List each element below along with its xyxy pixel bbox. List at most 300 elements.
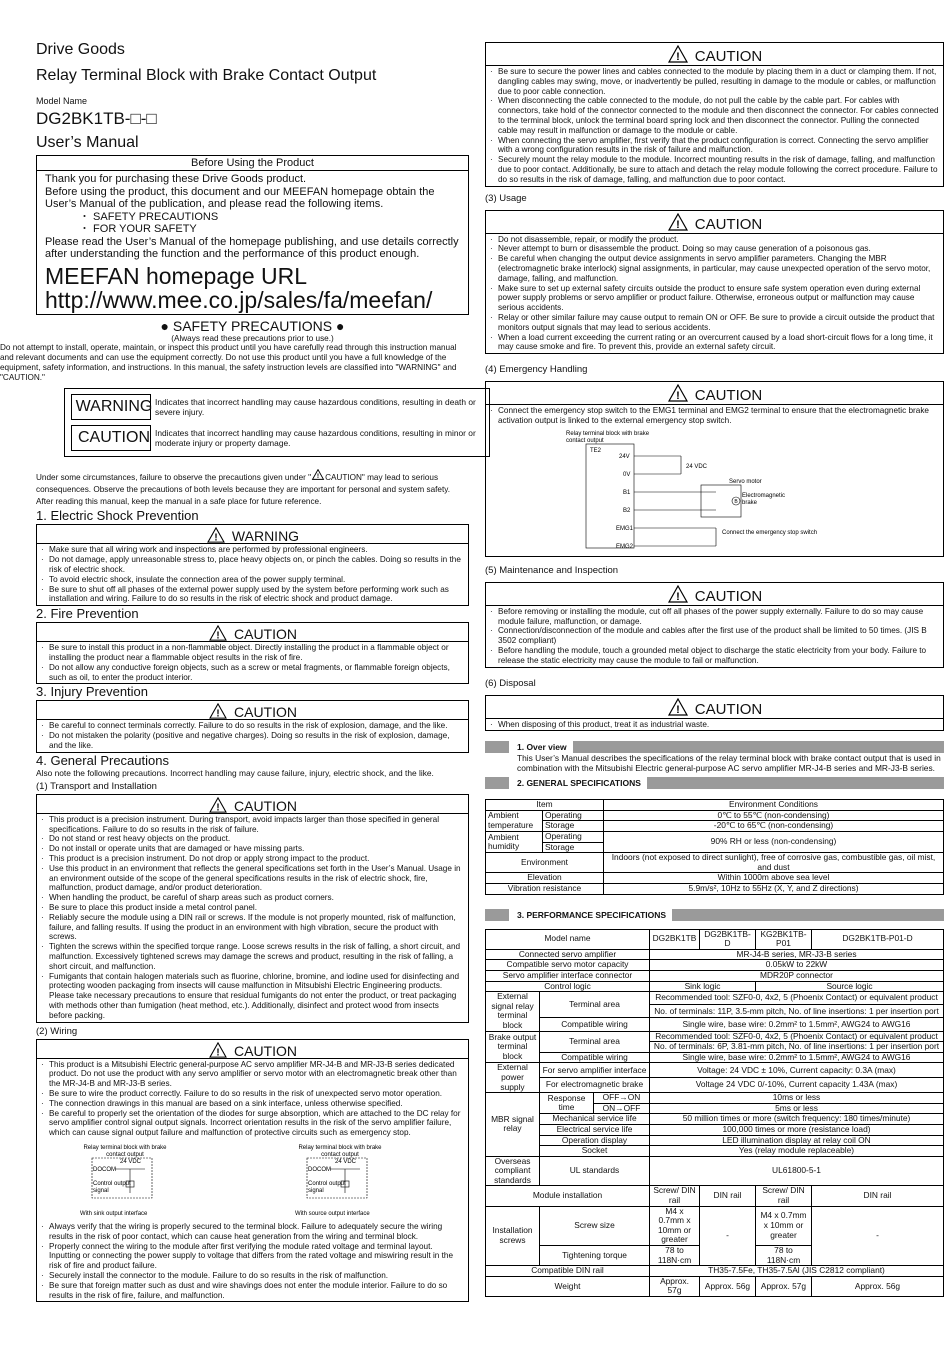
list-item: · Never attempt to burn or disassemble the product. Doing so may cause generation of a poisonous gas. <box>490 244 939 254</box>
svg-text:!: ! <box>675 51 680 63</box>
table-cell: MBR signal relay <box>486 1093 540 1157</box>
list-item: · Be sure to shut off all phases of the external power supply used by the system before performing work such as installation and wiring. Failure to do so results in the risk of electric shock and product damage. <box>41 585 464 605</box>
table-cell: Single wire, base wire: 0.2mm² to 1.5mm², AWG24 to AWG16 <box>650 1052 944 1063</box>
list-item: · Be sure to wire the product correctly. Failure to do so results in the risk of unexpected servo motor operation. <box>41 1089 464 1099</box>
list-item: · To avoid electric shock, insulate the connection area of the power supply terminal. <box>41 575 464 585</box>
table-cell: 90% RH or less (non-condensing) <box>604 832 944 853</box>
homepage-label: MEEFAN homepage URL <box>45 262 308 289</box>
svg-text:!: ! <box>216 630 220 642</box>
diagram-label: Connect the emergency stop switch <box>722 529 818 536</box>
table-cell: Socket <box>540 1146 650 1157</box>
list-item: · Securely mount the relay module to the module. Incorrect mounting results in the risk of damage, falling, and malfunction due to poor contact. Additionally, be sure to attach and detach the relay module following the correct procedure. Failure to do so results in the risk of damage, falling, and malfunction due to poor contact. <box>490 155 939 184</box>
caution-row <box>67 423 487 453</box>
table-cell: Vibration resistance <box>486 884 604 895</box>
performance-heading <box>485 909 944 921</box>
table-cell: 50 million times or more (switch frequency: 180 times/minute) <box>650 1114 944 1125</box>
list-item: · Be careful to properly set the orientation of the diodes for surge absorption, which are attached to the DC relay for servo amplifier control signal output signals. Incorrect orientation results in the risk of the servo amplifier failure, which can cause signal output failure and malfunction of protective circuits such as emergency stop. <box>41 1109 464 1138</box>
section-3-title: 3. Injury Prevention <box>36 684 149 700</box>
diagram-label: DOCOM <box>92 1166 116 1173</box>
list-item: · Connection/disconnection of the module and cables after the first use of the product shall be limited to 50 times. (JIS B 3502 compliant) <box>490 626 939 646</box>
overview-title: 1. Over view <box>517 742 567 753</box>
table-cell: Voltage: 24 VDC ± 10%, Current capacity: 0.3A (max) <box>650 1063 944 1078</box>
diagram-label: signal <box>92 1187 109 1194</box>
svg-text:!: ! <box>216 708 220 720</box>
section-bar <box>485 741 509 753</box>
list-item: · When a load current exceeding the current rating or an overcurrent caused by a load short-circuit flows for a long time, it may cause smoke and fire. To prevent this, provide an external safety circuit. <box>490 333 939 353</box>
table-cell: Sink logic <box>650 981 756 992</box>
diagram-caption: With sink output interface <box>79 1210 148 1217</box>
table-cell: 78 to 118N·cm <box>756 1246 812 1266</box>
table-row <box>486 1266 944 1277</box>
safety-subheading: (Always read these precautions prior to use.) <box>171 333 334 343</box>
warning-triangle-icon <box>667 213 689 231</box>
terminal-label: 24V <box>619 453 630 460</box>
svg-text:!: ! <box>675 218 680 231</box>
table-cell: Installation screws <box>486 1206 540 1266</box>
diagram-label: contact output <box>566 437 604 444</box>
section-4-intro: Also note the following precautions. Incorrect handling may cause failure, injury, electric shock, and the like. <box>36 767 434 778</box>
table-cell: Storage <box>543 842 604 853</box>
table-cell: Compatible DIN rail <box>486 1266 650 1277</box>
table-cell: Operating <box>543 832 604 843</box>
sink-interface-diagram <box>50 1141 240 1219</box>
table-cell: For servo amplifier interface <box>540 1063 650 1078</box>
disposal-title: (6) Disposal <box>485 677 536 689</box>
box-title: CAUTION <box>694 48 763 65</box>
table-row <box>486 1078 944 1093</box>
section-2-list <box>37 642 468 683</box>
table-header: Item <box>486 800 604 811</box>
box-title: CAUTION <box>234 797 297 814</box>
diagram-label: Servo motor <box>729 478 762 485</box>
table-cell: Module installation <box>486 1186 650 1206</box>
usage-list <box>486 234 943 354</box>
warning-triangle-icon <box>208 625 228 641</box>
emergency-caution-box <box>485 381 944 557</box>
table-cell: LED illumination display at relay coil ON <box>650 1135 944 1146</box>
list-item: · Properly connect the wiring to the module after first verifying the module rated voltage and terminal layout. Inputting or connecting the power supply to voltage that differs from the rated voltage and miswiring result in the risk of fire and product failure. <box>41 1242 464 1271</box>
diagram-label: Relay terminal block with brake <box>298 1144 382 1151</box>
disposal-caution-box <box>485 695 944 732</box>
table-row <box>486 1135 944 1146</box>
table-cell: DG2BK1TB-P01-D <box>812 929 944 949</box>
table-cell: Operating <box>543 810 604 821</box>
wiring-list-a <box>37 1059 468 1139</box>
box-title: CAUTION <box>694 700 763 718</box>
table-cell: Recommended tool: SZF0-0, 4x2, 5 (Phoenix Contact) or equivalent product <box>650 1031 944 1042</box>
table-cell: MR-J4-B series, MR-J3-B series <box>650 949 944 960</box>
maintenance-box-head <box>486 583 943 606</box>
table-cell: Overseas compliant standards <box>486 1156 540 1186</box>
before-item2: ・ FOR YOUR SAFETY <box>79 223 197 235</box>
emergency-stop-diagram <box>486 427 943 551</box>
disposal-box-head <box>486 696 943 719</box>
table-cell: - <box>700 1206 756 1266</box>
table-header: Environment Conditions <box>604 800 944 811</box>
table-cell: Within 1000m above sea level <box>604 873 944 884</box>
section-4-title: 4. General Precautions <box>36 752 169 768</box>
warning-row <box>67 392 487 422</box>
table-cell: MDR20P connector <box>650 971 944 982</box>
table-cell: M4 x 0.7mm x 10mm or greater <box>756 1206 812 1245</box>
diagram-label: TE2 <box>590 447 602 454</box>
warning-description: Indicates that incorrect handling may cause hazardous conditions, resulting in death or severe injury. <box>155 397 476 418</box>
table-cell: UL61800-5-1 <box>650 1156 944 1186</box>
list-item: · Before handling the module, touch a grounded metal object to discharge the static electricity from your body. Failure to release the static electricity may cause the module to fail or malfunction. <box>490 646 939 666</box>
section-3-list <box>37 720 468 751</box>
table-cell: Weight <box>486 1276 650 1296</box>
table-cell: Screw/ DIN rail <box>756 1186 812 1206</box>
svg-text:!: ! <box>316 473 320 481</box>
usage-box-head <box>486 211 943 234</box>
box-title: CAUTION <box>694 215 763 233</box>
table-cell: Ambient humidity <box>486 832 543 853</box>
table-cell: 0℃ to 55℃ (non-condensing) <box>604 810 944 821</box>
table-cell: Operation display <box>540 1135 650 1146</box>
table-cell: Elevation <box>486 873 604 884</box>
usage-caution-box <box>485 210 944 355</box>
homepage-url[interactable]: http://www.mee.co.jp/sales/fa/meefan/ <box>45 286 433 313</box>
wiring-caution-box <box>36 1039 469 1303</box>
table-cell: Screw/ DIN rail <box>650 1186 700 1206</box>
list-item: · When disconnecting the cable connected to the module, do not pull the cable by the cable part. For cables with connectors, take hold of the connector connected to the module and then disconnect the connector. For cables connected to the terminal block, unlock the terminal board spring lock and then disconnect the connector. Pulling the connected cable may result in malfunction or damage to the module or cable. <box>490 96 939 135</box>
diagram-label: 24 VDC <box>335 1158 357 1165</box>
table-row <box>486 821 944 832</box>
table-cell: DIN rail <box>812 1186 944 1206</box>
wiring-list-b <box>37 1221 468 1301</box>
list-item: · Be sure to place this product inside a metal control panel. <box>41 903 464 913</box>
table-cell: Environment <box>486 853 604 873</box>
emergency-list <box>486 405 943 427</box>
section-bar <box>573 741 944 753</box>
table-cell: Servo amplifier interface connector <box>486 971 650 982</box>
wiring-cont-caution-box <box>485 42 944 187</box>
caution-description: Indicates that incorrect handling may cause hazardous conditions, resulting in minor or moderate injury or property damage. <box>155 428 476 449</box>
emergency-box-head <box>486 382 943 405</box>
box-title: CAUTION <box>694 387 763 405</box>
transport-list <box>37 814 468 1022</box>
list-item: · Make sure to set up external safety circuits outside the product to ensure safe system operation even during external power supply problems or servo amplifier or product failure. Otherwise, erroneous output or malfunction may cause serious accidents. <box>490 284 939 313</box>
list-item: · Do not damage, apply unreasonable stress to, place heavy objects on, or pinch the cables. Doing so results in the risk of electric shock. <box>41 555 464 575</box>
table-cell: Compatible servo motor capacity <box>486 960 650 971</box>
model-name: DG2BK1TB-□-□ <box>36 109 157 128</box>
table-row <box>486 960 944 971</box>
table-cell: Brake output terminal block <box>486 1031 540 1063</box>
list-item: · Do not stand or rest heavy objects on the product. <box>41 834 464 844</box>
diagram-label: Control output <box>308 1180 346 1187</box>
terminal-label: B1 <box>623 489 631 496</box>
table-cell: Storage <box>543 821 604 832</box>
before-p2: Before using the product, this document and our MEEFAN homepage obtain the User’s Manual of the publication, and please read the following items. <box>45 185 435 210</box>
box-title: CAUTION <box>234 1042 297 1059</box>
table-row <box>486 884 944 895</box>
warning-triangle-icon <box>311 469 325 480</box>
table-cell: - <box>812 1206 944 1266</box>
section-bar <box>672 909 944 921</box>
section-3-caution-box <box>36 700 469 752</box>
table-cell: Model name <box>486 929 650 949</box>
table-row <box>486 1146 944 1157</box>
table-row <box>486 929 944 949</box>
diagram-label: Relay terminal block with brake <box>83 1144 167 1151</box>
table-cell: External signal relay terminal block <box>486 992 540 1031</box>
wiring-box-head <box>37 1040 468 1059</box>
table-cell: DIN rail <box>700 1186 756 1206</box>
warning-triangle-icon <box>206 527 226 543</box>
diagram-label: Electromagnetic <box>742 492 786 499</box>
terminal-label: EMG2 <box>616 543 634 550</box>
overview-heading <box>485 741 944 753</box>
section-1-box-head <box>37 525 468 544</box>
list-item: · Be sure that foreign matter such as dust and wire shavings does not enter the module interior. Failure to do so results in the risk of fire, failure, and malfunction. <box>41 1281 464 1301</box>
table-cell: 78 to 118N·cm <box>650 1246 700 1266</box>
table-cell: DG2BK1TB-D <box>700 929 756 949</box>
svg-text:!: ! <box>214 532 218 544</box>
diagram-label: signal <box>308 1187 324 1194</box>
table-cell: Indoors (not exposed to direct sunlight), free of corrosive gas, combustible gas, oil mist, and dust <box>604 853 944 873</box>
table-cell: Single wire, base wire: 0.2mm² to 1.5mm², AWG24 to AWG16 <box>650 1018 944 1031</box>
table-cell: Mechanical service life <box>540 1114 650 1125</box>
model-label: Model Name <box>36 96 88 106</box>
table-row <box>486 1063 944 1078</box>
emergency-title: (4) Emergency Handling <box>485 364 588 376</box>
table-row <box>486 1052 944 1063</box>
before-item1: ・ SAFETY PRECAUTIONS <box>79 210 219 223</box>
svg-text:!: ! <box>216 1046 220 1058</box>
warning-triangle-icon <box>208 797 228 813</box>
table-cell: Connected servo amplifier <box>486 949 650 960</box>
warning-label: WARNING <box>75 398 153 416</box>
list-item: · Tighten the screws within the specified torque range. Loose screws results in the risk of falling, a short circuit, and malfunction. Excessively tightened screws may damage the screws and product, resulting in the risk of falling, a short circuit, and malfunction. <box>41 942 464 971</box>
table-cell: 0.05kW to 22kW <box>650 960 944 971</box>
right-column <box>485 0 944 1297</box>
maintenance-caution-box <box>485 582 944 668</box>
before-p1: Thank you for purchasing these Drive Goods product. <box>45 173 307 185</box>
section-3-box-head <box>37 701 468 720</box>
safety-after <box>36 469 469 508</box>
transport-box-head <box>37 795 468 814</box>
list-item: · Do not mistaken the polarity (positive and negative charges). Doing so results in the risk of explosion, damage, and the like. <box>41 731 464 751</box>
table-cell: UL standards <box>540 1156 650 1186</box>
table-cell: Approx. 57g <box>650 1276 700 1296</box>
transport-caution-box <box>36 794 469 1023</box>
source-interface-diagram <box>265 1141 455 1219</box>
table-cell: Approx. 56g <box>700 1276 756 1296</box>
list-item: · The connection drawings in this manual are based on a sink interface, unless otherwise specified. <box>41 1099 464 1109</box>
performance-spec-table <box>485 929 944 1297</box>
section-1-list <box>37 544 468 605</box>
table-cell: Screw size <box>540 1206 650 1245</box>
warning-triangle-icon <box>667 698 689 716</box>
list-item: · When connecting the servo amplifier, first verify that the product configuration is correct. Connecting the servo amplifier with a wrong configuration results in the risk of failure and malfunction. <box>490 136 939 156</box>
list-item: · Always verify that the wiring is properly secured to the terminal block. Failure to adequately secure the wiring results in the risk of poor contact, which can cause heat generation from the wiring and terminal block. <box>41 1222 464 1242</box>
list-item: · Be careful when changing the output device assignments in servo amplifier parameters. Changing the MBR (electromagnetic brake interlock) signal assignments, in particular, may cause unexpected operation of the servo motor, damage, falling, and malfunction. <box>490 254 939 283</box>
general-heading <box>485 777 944 789</box>
svg-text:!: ! <box>675 390 680 403</box>
list-item: · Do not disassemble, repair, or modify the product. <box>490 235 939 245</box>
table-cell: OFF→ON <box>594 1093 650 1104</box>
before-using-box <box>36 155 469 315</box>
list-item: · Be careful to connect terminals correctly. Failure to do so results in the risk of explosion, damage, and the like. <box>41 721 464 731</box>
table-cell: DG2BK1TB <box>650 929 700 949</box>
section-1-title: 1. Electric Shock Prevention <box>36 508 199 524</box>
list-item: · Relay or other similar failure may cause output to remain ON or OFF. Be sure to provide a circuit outside the product that monitors output signals that may lead to serious accidents. <box>490 313 939 333</box>
table-row <box>486 992 944 1005</box>
table-cell: ON→OFF <box>594 1103 650 1114</box>
table-row <box>486 1276 944 1296</box>
table-cell: TH35-7.5Fe, TH35-7.5Al (JIS C2812 compliant) <box>650 1266 944 1277</box>
before-using-heading: Before Using the Product <box>37 156 468 171</box>
wiring-cont-list <box>486 66 943 186</box>
list-item: · Do not install or operate units that are damaged or have missing parts. <box>41 844 464 854</box>
table-cell: External power supply <box>486 1063 540 1093</box>
list-item: · Fumigants that contain halogen materials such as fluorine, chlorine, bromine, and iodine used for disinfecting and protecting wooden packaging from insects will cause malfunction in Mitsubishi Electric Engineering products. Please take necessary precautions to ensure that residual fumigants do not enter the product, or treat packaging with methods other than fumigation (heat method, etc.). Additionally, disinfect and protect wood from insects before packing. <box>41 972 464 1021</box>
table-row <box>486 1206 944 1245</box>
table-row <box>486 1018 944 1031</box>
table-row <box>486 1124 944 1135</box>
list-item: · This product is a precision instrument. Do not drop or apply strong impact to the product. <box>41 854 464 864</box>
warning-triangle-icon <box>667 585 689 603</box>
list-item: · This product is a Mitsubishi Electric general-purpose AC servo amplifier MR-J4-B and MR-J3-B series dedicated product. Do not use the product with any servo amplifier or servo motor with an electromagnetic break other than the MR-J4-B and MR-J3-B series. <box>41 1060 464 1089</box>
table-cell: Response time <box>540 1093 594 1114</box>
table-cell: No. of terminals: 11P, 3.5-mm pitch, No. of line insertions: 1 per insertion port <box>650 1005 944 1018</box>
table-row <box>486 1186 944 1206</box>
signal-words-box <box>64 388 490 457</box>
brake-symbol: B <box>734 498 738 505</box>
general-spec-table <box>485 799 944 894</box>
table-row <box>486 1031 944 1042</box>
section-bar <box>485 777 509 789</box>
section-2-title: 2. Fire Prevention <box>36 606 139 622</box>
maintenance-title: (5) Maintenance and Inspection <box>485 564 619 576</box>
overview-text: This User’s Manual describes the specifications of the relay terminal block with brake contact output that is used in combination with the Mitsubishi Electric general-purpose AC servo amplifier MR-J4-B series and MR-J3-B series. <box>517 753 941 774</box>
box-title: CAUTION <box>234 704 297 721</box>
table-row <box>486 832 944 843</box>
diagram-label: Control output <box>92 1180 131 1187</box>
diagram-label: contact output <box>321 1151 360 1158</box>
terminal-label: 0V <box>623 471 631 478</box>
list-item: · Use this product in an environment that reflects the general specifications set forth in the User’s Manual. Usage in an environment outside of the scope of the general specifications results in the risk of electric shock, fire, malfunction, product damage, and/or product deterioration. <box>41 864 464 893</box>
table-cell: For electromagnetic brake <box>540 1078 650 1093</box>
section-2-caution-box <box>36 622 469 684</box>
svg-text:!: ! <box>216 802 220 813</box>
list-item: · Do not allow any conductive foreign objects, such as a screw or metal fragments, or flammable foreign objects, such as oil, to enter the product interior. <box>41 663 464 683</box>
list-item: · Securely install the connector to the module. Failure to do so results in the risk of malfunction. <box>41 1271 464 1281</box>
table-cell: 10ms or less <box>650 1093 944 1104</box>
table-row <box>486 1114 944 1125</box>
table-cell: KG2BK1TB-P01 <box>756 929 812 949</box>
section-1-warning-box <box>36 524 469 606</box>
table-row <box>486 971 944 982</box>
diagram-label: DOCOM <box>308 1166 332 1173</box>
doc-title: Relay Terminal Block with Brake Contact Output <box>36 67 377 84</box>
table-cell: M4 x 0.7mm x 10mm or greater <box>650 1206 700 1245</box>
list-item: · Be sure to secure the power lines and cables connected to the module by placing them in a duct or clamping them. If not, dangling cables may swing, move, or inadvertently be pulled, resulting in damage to the module or cables, or malfunction due to poor cable connection. <box>490 67 939 96</box>
safety-after-2: After reading this manual, keep the manual in a safe place for future reference. <box>36 497 322 507</box>
warning-triangle-icon <box>208 703 228 719</box>
table-cell: Terminal area <box>540 1031 650 1052</box>
general-title: 2. GENERAL SPECIFICATIONS <box>517 778 641 789</box>
table-cell: Yes (relay module replaceable) <box>650 1146 944 1157</box>
before-p3: Please read the User’s Manual of the homepage publishing, and use details correctly after understanding the function and the performance of this product enough. <box>45 235 459 260</box>
wiring-cont-box-head <box>486 43 943 66</box>
table-cell: Voltage 24 VDC 0/-10%, Current capacity 1.43A (max) <box>650 1078 944 1093</box>
table-row <box>486 1156 944 1186</box>
manual-title: User’s Manual <box>36 134 139 151</box>
table-cell: Compatible wiring <box>540 1018 650 1031</box>
performance-title: 3. PERFORMANCE SPECIFICATIONS <box>517 909 667 920</box>
section-bar <box>647 777 944 789</box>
caution-label: CAUTION <box>78 429 150 447</box>
table-cell: No. of terminals: 6P, 3.81-mm pitch, No. of line insertions: 1 per insertion port <box>650 1042 944 1053</box>
list-item: · Connect the emergency stop switch to the EMG1 terminal and EMG2 terminal to ensure that the electromagnetic brake activation output is linked to the external emergency stop switch. <box>490 406 939 426</box>
safety-heading: ● SAFETY PRECAUTIONS ● <box>160 317 345 334</box>
warning-triangle-icon <box>667 384 689 402</box>
warning-label-box <box>71 394 151 420</box>
table-cell: Compatible wiring <box>540 1052 650 1063</box>
safety-after-b: CAUTION" may lead to serious consequences. Observe the precautions of both levels because they are important for personal and system safety. <box>36 473 451 495</box>
before-using-body <box>37 171 468 314</box>
table-cell: Terminal area <box>540 992 650 1018</box>
terminal-label: EMG1 <box>616 525 634 532</box>
table-cell: Approx. 57g <box>756 1276 812 1296</box>
caution-label-box <box>71 425 151 451</box>
list-item: · Make sure that all wiring work and inspections are performed by professional engineers. <box>41 545 464 555</box>
doc-category: Drive Goods <box>36 41 125 58</box>
list-item: · Be sure to install this product in a non-flammable object. Directly installing the product in a flammable object or installing the product near a flammable object results in the risk of fire. <box>41 643 464 663</box>
section-2-box-head <box>37 623 468 642</box>
table-cell: Electrical service life <box>540 1124 650 1135</box>
table-row <box>486 810 944 821</box>
table-row <box>486 853 944 873</box>
table-cell: 5ms or less <box>650 1103 944 1114</box>
usage-title: (3) Usage <box>485 192 527 204</box>
diagram-label: 24 VDC <box>119 1158 141 1165</box>
box-title: CAUTION <box>234 626 297 643</box>
table-row <box>486 1093 944 1104</box>
section-bar <box>485 909 509 921</box>
disposal-list <box>486 719 943 731</box>
terminal-label: B2 <box>623 507 631 514</box>
diagram-label: Relay terminal block with brake <box>566 430 650 437</box>
table-cell: -20℃ to 65℃ (non-condensing) <box>604 821 944 832</box>
table-cell: Tightening torque <box>540 1246 650 1266</box>
warning-triangle-icon <box>667 45 689 63</box>
table-cell: Source logic <box>756 981 944 992</box>
wiring-diagrams <box>37 1139 468 1221</box>
diagram-label: 24 VDC <box>686 463 708 470</box>
table-cell: 5.9m/s², 10Hz to 55Hz (X, Y, and Z directions) <box>604 884 944 895</box>
svg-text:!: ! <box>675 703 680 716</box>
section-4-sub2: (2) Wiring <box>36 1025 78 1037</box>
box-title: CAUTION <box>694 587 763 605</box>
svg-text:!: ! <box>675 590 680 603</box>
maintenance-list <box>486 606 943 667</box>
table-cell: Approx. 56g <box>812 1276 944 1296</box>
safety-intro: Do not attempt to install, operate, maintain, or inspect this product until you have carefully read through this instruction manual and relevant documents and can use the equipment correctly. Do not use this product until you have a full knowledge of the equipment, safety information, and instructions. In this manual, the safety instruction levels are classified into "WARNING" and "CAUTION." <box>0 343 457 382</box>
table-cell: Control logic <box>486 981 650 992</box>
list-item: · Reliably secure the module using a DIN rail or screws. If the module is not properly mounted, risk of malfunction, failure, and falling results. If using the product in an environment with high vibration, secure the product with screws. <box>41 913 464 942</box>
section-4-sub1: (1) Transport and Installation <box>36 780 157 792</box>
warning-triangle-icon <box>208 1042 228 1058</box>
box-title: WARNING <box>231 528 300 545</box>
list-item: · Before removing or installing the module, cut off all phases of the power supply externally. Failure to do so may cause module failure, malfunction, or damage. <box>490 607 939 627</box>
list-item: · This product is a precision instrument. During transport, avoid impacts larger than those specified in general specifications. Failure to do so results in the risk of failure. <box>41 815 464 835</box>
table-cell: Recommended tool: SZF0-0, 4x2, 5 (Phoenix Contact) or equivalent product <box>650 992 944 1005</box>
diagram-label: contact output <box>105 1151 144 1158</box>
list-item: · When handling the product, be careful of sharp areas such as product corners. <box>41 893 464 903</box>
diagram-label: brake <box>742 499 758 506</box>
